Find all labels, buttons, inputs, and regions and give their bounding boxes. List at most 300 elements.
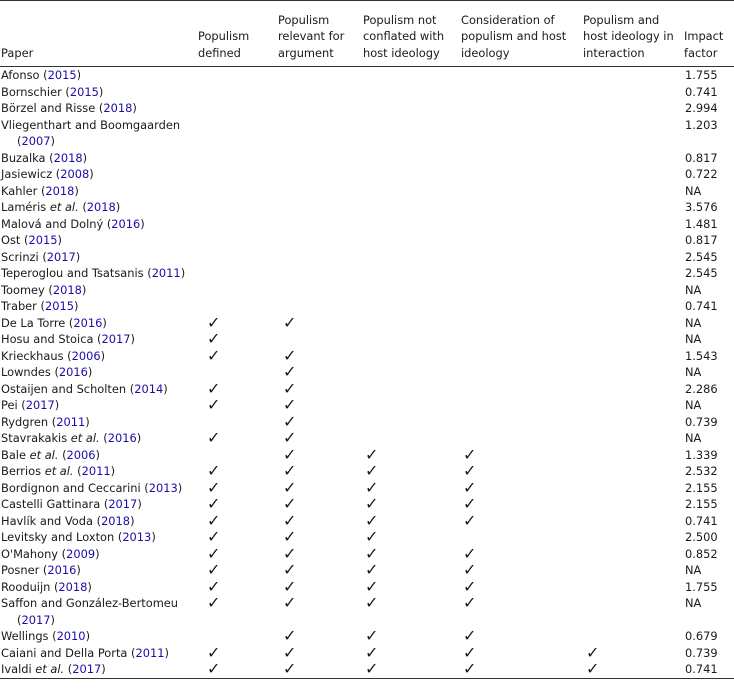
check-mark-icon: ✓ [207, 593, 221, 612]
criterion-cell [278, 100, 363, 117]
criterion-cell [363, 232, 461, 249]
paper-year-link[interactable]: 2008 [60, 167, 90, 181]
paper-year-link[interactable]: 2013 [148, 480, 178, 495]
header-row [0, 1, 734, 67]
paper-author: Lowndes [1, 365, 51, 379]
criterion-cell [583, 150, 684, 167]
criterion-cell [461, 510, 583, 530]
table-row [0, 67, 734, 84]
check-mark-icon: ✓ [207, 560, 221, 579]
table-row [0, 661, 734, 678]
paper-cell [0, 661, 198, 678]
criterion-cell [461, 117, 583, 150]
paper-cell [0, 166, 198, 183]
paper-cell [0, 414, 198, 431]
criterion-cell [461, 100, 583, 117]
criterion-cell [363, 397, 461, 414]
paper-year-link[interactable]: 2015 [47, 68, 77, 82]
paper-year-link[interactable]: 2018 [101, 513, 131, 528]
criterion-cell [583, 249, 684, 266]
paper-cell [0, 562, 198, 579]
paper-citation: Afonso (2015) [1, 68, 82, 82]
criterion-cell [461, 166, 583, 183]
criterion-cell [583, 100, 684, 117]
paper-cell [0, 84, 198, 101]
criterion-cell [583, 265, 684, 282]
paper-year-link[interactable]: 2016 [58, 365, 88, 379]
paper-author: Wellings [1, 629, 49, 643]
criterion-cell [198, 84, 278, 101]
criterion-cell [278, 595, 363, 628]
check-mark-icon: ✓ [365, 494, 379, 513]
paper-citation: Ost (2015) [1, 233, 62, 247]
paper-citation: Levitsky and Loxton (2013) [1, 530, 156, 544]
paper-author: Traber [1, 299, 37, 313]
check-mark-icon: ✓ [586, 659, 600, 678]
criterion-cell [278, 661, 363, 678]
paper-year-link[interactable]: 2017 [101, 332, 131, 346]
paper-author: Stavrakakis [1, 431, 68, 445]
paper-author: Afonso [1, 68, 40, 82]
paper-et-al: et al. [49, 200, 79, 214]
check-mark-icon: ✓ [365, 461, 379, 480]
criterion-cell [278, 199, 363, 216]
table-body [0, 67, 734, 679]
check-mark-icon: ✓ [463, 593, 477, 612]
check-mark-icon: ✓ [283, 642, 297, 662]
paper-citation: Börzel and Risse (2018) [1, 101, 137, 115]
criterion-cell [198, 249, 278, 266]
impact-factor-cell: 2.545 [685, 266, 718, 280]
paper-year-link[interactable]: 2017 [108, 497, 138, 511]
paper-cell [0, 199, 198, 216]
paper-author: Ostaijen and Scholten [1, 381, 127, 396]
paper-citation: Teperoglou and Tsatsanis (2011) [1, 266, 186, 280]
column-header-consideration: Consideration of populism and host ideology [461, 12, 567, 60]
paper-citation: Bordignon and Ceccarini (2013) [1, 480, 183, 495]
criterion-cell [461, 496, 583, 513]
paper-author: Bornschier [1, 84, 62, 99]
table-row [0, 232, 734, 249]
criterion-cell [278, 249, 363, 266]
impact-factor-cell: NA [685, 431, 702, 445]
paper-author: Scrinzi [1, 249, 39, 264]
check-mark-icon: ✓ [207, 510, 221, 530]
impact-factor-cell: 0.817 [685, 233, 718, 247]
impact-factor-cell: NA [685, 596, 702, 610]
paper-et-al: et al. [44, 464, 74, 478]
paper-cell [0, 348, 198, 365]
check-mark-icon: ✓ [283, 510, 297, 530]
criterion-cell [363, 67, 461, 84]
paper-citation: Caiani and Della Porta (2011) [1, 645, 169, 660]
paper-author: Hosu and Stoica [1, 332, 94, 346]
table-row [0, 331, 734, 348]
check-mark-icon: ✓ [283, 345, 297, 365]
paper-author: Toomey [1, 282, 45, 297]
paper-year-link[interactable]: 2014 [134, 381, 164, 396]
column-header-populism-defined: Populism defined [198, 29, 250, 60]
paper-year-link[interactable]: 2006 [71, 348, 101, 363]
criterion-cell [461, 543, 583, 563]
check-mark-icon: ✓ [283, 527, 297, 546]
paper-citation: De La Torre (2016) [1, 315, 107, 330]
paper-et-al: et al. [70, 431, 100, 445]
paper-year-link[interactable]: 2018 [52, 282, 82, 297]
criterion-cell [583, 496, 684, 513]
paper-citation: Malová and Dolný (2016) [1, 216, 145, 231]
criterion-cell [461, 562, 583, 579]
paper-year-link[interactable]: 2007 [21, 134, 51, 148]
paper-year-link[interactable]: 2018 [53, 150, 83, 165]
criterion-cell [363, 282, 461, 299]
criterion-cell [198, 166, 278, 183]
paper-cell [0, 100, 198, 117]
paper-et-al: et al. [35, 662, 65, 676]
table-row [0, 199, 734, 216]
paper-author: Posner [1, 563, 40, 577]
paper-cell [0, 447, 198, 464]
criterion-cell [363, 117, 461, 150]
table-row [0, 364, 734, 381]
criterion-cell [461, 67, 583, 84]
impact-factor-cell: NA [685, 183, 702, 198]
criterion-cell [583, 364, 684, 381]
paper-year-link[interactable]: 2015 [44, 299, 74, 313]
paper-year-link[interactable]: 2011 [81, 464, 111, 478]
paper-et-al: et al. [29, 447, 59, 462]
criterion-cell [461, 444, 583, 464]
impact-factor-cell: 2.155 [685, 497, 718, 511]
criterion-cell [461, 463, 583, 480]
paper-cell [0, 513, 198, 530]
criterion-cell [583, 513, 684, 530]
impact-factor-cell: 2.500 [685, 530, 718, 544]
paper-cell [0, 315, 198, 332]
paper-cell [0, 595, 198, 628]
impact-factor-cell: NA [685, 282, 702, 297]
check-mark-icon: ✓ [207, 395, 221, 414]
criterion-cell [583, 480, 684, 497]
paper-year-link[interactable]: 2016 [73, 315, 103, 330]
paper-citation: Bornschier (2015) [1, 84, 104, 99]
impact-factor-cell: NA [685, 332, 702, 346]
criterion-cell [363, 166, 461, 183]
criterion-cell [583, 331, 684, 348]
criterion-cell [461, 364, 583, 381]
criterion-cell [583, 199, 684, 216]
criterion-cell [461, 576, 583, 596]
impact-factor-cell: 0.739 [685, 414, 718, 429]
column-header-impact-factor: Impact factor [684, 29, 724, 60]
paper-citation: Traber (2015) [1, 299, 79, 313]
paper-cell [0, 546, 198, 563]
paper-year-link[interactable]: 2009 [66, 546, 96, 561]
table-row [0, 348, 734, 365]
criterion-cell [461, 150, 583, 167]
paper-year-link[interactable]: 2011 [135, 645, 165, 660]
paper-citation: Wellings (2010) [1, 629, 91, 643]
paper-year-link[interactable]: 2011 [151, 266, 181, 280]
paper-author: Kahler [1, 183, 38, 198]
criterion-cell [198, 117, 278, 150]
criterion-cell [363, 661, 461, 678]
impact-factor-cell: 3.576 [685, 200, 718, 214]
impact-factor-cell: 0.741 [685, 662, 718, 676]
criterion-cell [278, 150, 363, 167]
criterion-cell [363, 100, 461, 117]
paper-author: Börzel and Risse [1, 101, 96, 115]
check-mark-icon: ✓ [365, 626, 379, 645]
paper-citation: Laméris et al. (2018) [1, 200, 121, 214]
table-row [0, 183, 734, 200]
paper-cell [0, 67, 198, 84]
paper-cell [0, 265, 198, 282]
check-mark-icon: ✓ [463, 576, 477, 596]
paper-year-link[interactable]: 2010 [56, 629, 86, 643]
paper-year-link[interactable]: 2018 [86, 200, 116, 214]
criterion-cell [583, 463, 684, 480]
paper-author: Jasiewicz [1, 167, 53, 181]
criterion-cell [583, 546, 684, 563]
check-mark-icon: ✓ [586, 642, 600, 662]
criterion-cell [198, 595, 278, 628]
paper-citation: Bale et al. (2006) [1, 447, 100, 462]
criterion-cell [363, 348, 461, 365]
paper-year-link[interactable]: 2016 [107, 431, 137, 445]
criterion-cell [363, 595, 461, 628]
paper-author: Levitsky and Loxton [1, 530, 115, 544]
paper-citation: Ivaldi et al. (2017) [1, 662, 106, 676]
criterion-cell [583, 447, 684, 464]
paper-citation: Toomey (2018) [1, 282, 87, 297]
paper-author: Vliegenthart and Boomgaarden [1, 117, 181, 132]
impact-factor-cell: 2.532 [685, 464, 718, 478]
table-row [0, 216, 734, 233]
paper-citation: O'Mahony (2009) [1, 546, 100, 561]
criterion-cell [461, 216, 583, 233]
paper-author: Rydgren [1, 414, 49, 429]
criterion-cell [583, 183, 684, 200]
paper-author: Saffon and González-Bertomeu [1, 596, 179, 610]
criterion-cell [363, 315, 461, 332]
paper-cell [0, 117, 198, 150]
check-mark-icon: ✓ [207, 477, 221, 497]
impact-factor-cell: 1.755 [685, 68, 718, 82]
paper-year-link[interactable]: 2017 [46, 249, 76, 264]
paper-author: Ivaldi [1, 662, 32, 676]
paper-cell [0, 331, 198, 348]
table-row [0, 315, 734, 332]
paper-year-link[interactable]: 2015 [69, 84, 99, 99]
check-mark-icon: ✓ [283, 576, 297, 596]
check-mark-icon: ✓ [283, 312, 297, 332]
criterion-cell [461, 661, 583, 678]
paper-year-link[interactable]: 2006 [66, 447, 96, 462]
criterion-cell [583, 529, 684, 546]
criterion-cell [278, 166, 363, 183]
check-mark-icon: ✓ [207, 543, 221, 563]
criterion-cell [198, 232, 278, 249]
check-mark-icon: ✓ [207, 461, 221, 480]
check-mark-icon: ✓ [283, 444, 297, 464]
impact-factor-cell: 1.481 [685, 216, 718, 231]
table-row [0, 100, 734, 117]
paper-cell [0, 381, 198, 398]
paper-year-link[interactable]: 2018 [58, 579, 88, 594]
impact-factor-cell: NA [685, 365, 702, 379]
paper-citation: Rydgren (2011) [1, 414, 90, 429]
paper-cell [0, 463, 198, 480]
paper-citation: Krieckhaus (2006) [1, 348, 106, 363]
impact-factor-cell: 0.741 [685, 299, 718, 313]
impact-factor-cell: 0.739 [685, 645, 718, 660]
check-mark-icon: ✓ [463, 494, 477, 513]
check-mark-icon: ✓ [283, 362, 297, 381]
paper-year-link[interactable]: 2017 [72, 662, 102, 676]
criterion-cell [198, 282, 278, 299]
paper-year-link[interactable]: 2017 [21, 612, 51, 627]
paper-year-link[interactable]: 2016 [111, 216, 141, 231]
check-mark-icon: ✓ [463, 543, 477, 563]
impact-factor-cell: 0.817 [685, 150, 718, 165]
criterion-cell [583, 381, 684, 398]
check-mark-icon: ✓ [207, 576, 221, 596]
impact-factor-cell: 0.722 [685, 167, 718, 181]
check-mark-icon: ✓ [283, 411, 297, 431]
criterion-cell [278, 84, 363, 101]
paper-author: Teperoglou and Tsatsanis [1, 266, 144, 280]
criterion-cell [583, 595, 684, 628]
paper-citation: Jasiewicz (2008) [1, 167, 94, 181]
criterion-cell [461, 249, 583, 266]
paper-year-link[interactable]: 2011 [56, 414, 86, 429]
check-mark-icon: ✓ [283, 659, 297, 678]
paper-citation: Buzalka (2018) [1, 150, 88, 165]
criterion-cell [363, 84, 461, 101]
table-row [0, 595, 734, 628]
paper-citation: Vliegenthart and Boomgaarden (2007) [1, 117, 181, 148]
impact-factor-cell: 1.755 [685, 579, 718, 594]
paper-author: Bale [1, 447, 26, 462]
paper-citation: Stavrakakis et al. (2016) [1, 431, 142, 445]
paper-author: Caiani and Della Porta [1, 645, 128, 660]
paper-author: Buzalka [1, 150, 46, 165]
paper-author: Pei [1, 398, 18, 412]
paper-year-link[interactable]: 2013 [122, 530, 152, 544]
paper-year-link[interactable]: 2016 [47, 563, 77, 577]
check-mark-icon: ✓ [365, 659, 379, 678]
check-mark-icon: ✓ [463, 461, 477, 480]
paper-citation: Kahler (2018) [1, 183, 79, 198]
criterion-cell [198, 216, 278, 233]
criterion-cell [278, 117, 363, 150]
criterion-cell [278, 216, 363, 233]
check-mark-icon: ✓ [365, 444, 379, 464]
impact-factor-cell: 2.994 [685, 101, 718, 115]
table-row [0, 414, 734, 431]
criterion-cell [461, 430, 583, 447]
criterion-cell [583, 414, 684, 431]
paper-cell [0, 480, 198, 497]
paper-year-link[interactable]: 2015 [28, 233, 58, 247]
column-header-interaction: Populism and host ideology in interaction [583, 12, 674, 60]
paper-cell [0, 150, 198, 167]
criterion-cell [198, 100, 278, 117]
paper-author: Malová and Dolný [1, 216, 104, 231]
criterion-cell [363, 364, 461, 381]
check-mark-icon: ✓ [283, 593, 297, 612]
paper-author: Krieckhaus [1, 348, 64, 363]
check-mark-icon: ✓ [463, 510, 477, 530]
check-mark-icon: ✓ [207, 345, 221, 365]
paper-year-link[interactable]: 2018 [103, 101, 133, 115]
paper-year-link[interactable]: 2018 [45, 183, 75, 198]
check-mark-icon: ✓ [207, 642, 221, 662]
impact-factor-cell: 0.741 [685, 513, 718, 528]
criterion-cell [278, 312, 363, 332]
paper-author: Havlík and Voda [1, 513, 93, 528]
impact-factor-cell: 2.286 [685, 381, 718, 396]
criterion-cell [461, 84, 583, 101]
criterion-cell [461, 232, 583, 249]
check-mark-icon: ✓ [283, 395, 297, 414]
paper-citation: Scrinzi (2017) [1, 249, 81, 264]
paper-author: Castelli Gattinara [1, 497, 101, 511]
impact-factor-cell: 0.679 [685, 629, 718, 643]
criterion-cell [583, 282, 684, 299]
check-mark-icon: ✓ [463, 560, 477, 579]
impact-factor-cell: NA [685, 315, 702, 330]
paper-year-link[interactable]: 2017 [25, 398, 55, 412]
criterion-cell [583, 117, 684, 150]
paper-cell [0, 232, 198, 249]
check-mark-icon: ✓ [207, 494, 221, 513]
check-mark-icon: ✓ [365, 576, 379, 596]
criterion-cell [363, 414, 461, 431]
check-mark-icon: ✓ [207, 527, 221, 546]
check-mark-icon: ✓ [463, 642, 477, 662]
table-row [0, 166, 734, 183]
criterion-cell [278, 67, 363, 84]
criterion-cell [363, 249, 461, 266]
paper-citation: Castelli Gattinara (2017) [1, 497, 142, 511]
check-mark-icon: ✓ [207, 428, 221, 447]
criterion-cell [583, 348, 684, 365]
criterion-cell [583, 661, 684, 678]
paper-author: Rooduijn [1, 579, 51, 594]
check-mark-icon: ✓ [207, 312, 221, 332]
paper-cell [0, 298, 198, 315]
check-mark-icon: ✓ [463, 626, 477, 645]
check-mark-icon: ✓ [207, 329, 221, 348]
criterion-cell [461, 265, 583, 282]
paper-cell [0, 645, 198, 662]
paper-citation: Hosu and Stoica (2017) [1, 332, 135, 346]
criterion-cell [461, 183, 583, 200]
criterion-cell [461, 477, 583, 497]
impact-factor-cell: NA [685, 563, 702, 577]
paper-author: Laméris [1, 200, 47, 214]
paper-cell [0, 579, 198, 596]
criterion-cell [583, 84, 684, 101]
criterion-cell [198, 150, 278, 167]
impact-factor-cell: 1.339 [685, 447, 718, 462]
criterion-cell [583, 315, 684, 332]
table-row [0, 265, 734, 282]
criterion-cell [363, 381, 461, 398]
check-mark-icon: ✓ [207, 659, 221, 678]
